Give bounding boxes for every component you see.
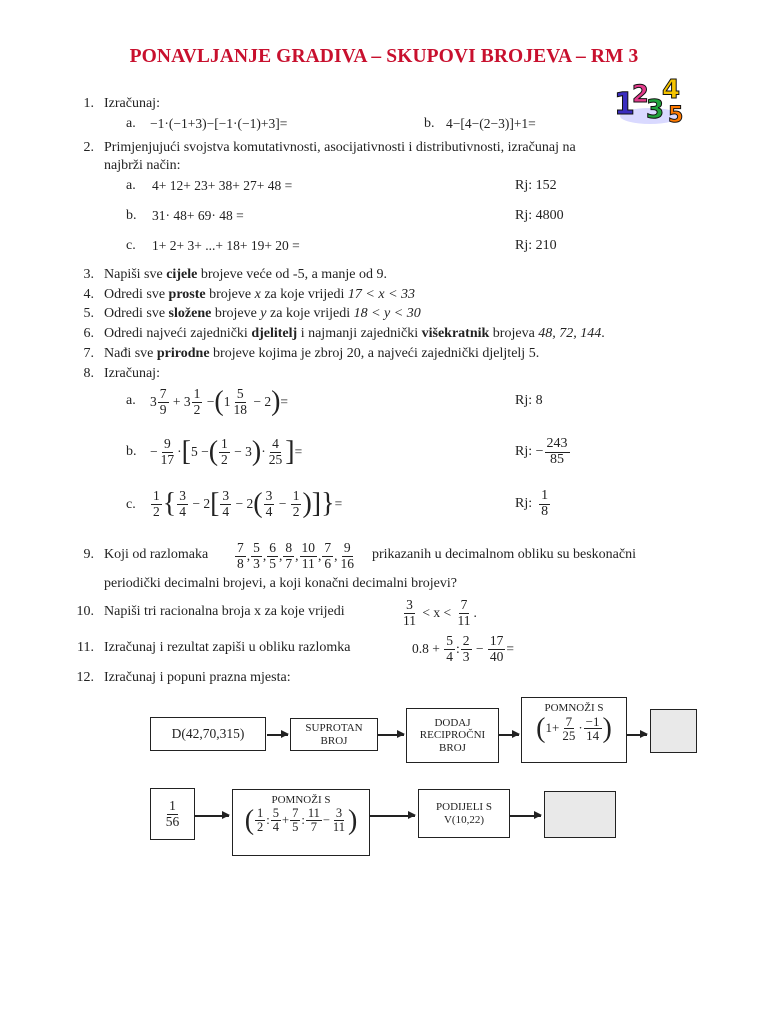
fraction-6: $\frac{7}{6}$ [324,540,332,571]
item-2-text-line2: najbrži način: [104,158,181,173]
item-2c-label: c. [126,238,136,253]
item-11-expression: 0.8 + $\frac{5}{4}$ : $\frac{2}{3}$ − $\frac{17}{40}$ = [412,633,515,664]
item-1b-label: b. [424,116,435,131]
item-9-text-a: Koji od razlomaka [104,547,209,562]
item-8a-label: a. [126,393,136,408]
item-4-number: 4. [83,287,94,302]
item-8a-answer: Rj: 8 [515,393,543,408]
svg-text:3: 3 [646,95,665,125]
svg-text:5: 5 [668,103,684,128]
item-8-text: Izračunaj: [104,366,160,381]
item-8b-expression: − $\frac{9}{17}$ · [ 5 − ( $\frac{1}{2}$ − 3 ) · $\frac{4}{25}$ ] = [150,436,303,467]
item-2a-label: a. [126,178,136,193]
item-12-number: 12. [76,670,94,685]
item-2b-label: b. [126,208,137,223]
fraction-separator: , [318,548,322,563]
flow2-arrow-2 [370,815,415,817]
item-10-number: 10. [76,604,94,619]
item-1-number: 1. [83,96,94,111]
flow1-start-box: D(42,70,315) [150,717,266,751]
item-2b-expression: 31· 48+ 69· 48 = [152,208,244,223]
svg-text:4: 4 [662,75,681,105]
item-3-text: Napiši sve cijele brojeve veće od -5, a manje od 9. [104,267,388,282]
flow2-arrow-3 [510,815,541,817]
item-2-number: 2. [83,140,94,155]
flow1-answer-box[interactable] [650,709,697,753]
fraction-separator: , [279,548,283,563]
fraction-1: $\frac{7}{8}$ [237,540,244,571]
item-2-text-line1: Primjenjujući svojstva komutativnosti, asocijativnosti i distributivnosti, izračunaj na [104,140,576,155]
item-9-text-c: periodički decimalni brojevi, a koji konačni decimalni brojevi? [104,576,457,591]
item-10-text: Napiši tri racionalna broja x za koje vrijedi [104,604,345,619]
item-1b-expression: 4−[4−(2−3)]+1= [446,116,536,131]
fraction-3: $\frac{6}{5}$ [269,540,276,571]
flow2-start-box: $\frac{1}{56}$ [150,788,195,840]
item-8c-answer: Rj: $\frac{1}{8}$ [515,487,549,519]
flow2-multiply-box: POMNOŽI S ( $\frac{1}{2}$ : $\frac{5}{4}$ + $\frac{7}{5}$ : $\frac{11}{7}$ − $\frac{3}{11}$ ) [232,789,370,856]
item-3-number: 3. [83,267,94,282]
page-title: PONAVLJANJE GRADIVA – SKUPOVI BROJEVA – RM 3 [129,46,639,67]
item-10-inequality: $\frac{3}{11}$ < x < $\frac{7}{11}$ . [403,597,477,628]
fraction-separator: , [262,548,267,563]
item-7-text: Nađi sve prirodne brojeve kojima je zbroj 20, a najveći zajednički djeljtelj 5. [104,346,540,361]
item-2a-expression: 4+ 12+ 23+ 38+ 27+ 48 = [152,178,293,193]
fraction-separator: , [246,548,251,563]
item-12-text: Izračunaj i popuni prazna mjesta: [104,670,291,685]
fraction-2: $\frac{5}{3}$ [253,540,260,571]
item-11-number: 11. [77,640,94,655]
item-8a-expression: 3 $\frac{7}{9}$ + 3 $\frac{1}{2}$ − ( 1 $\frac{5}{18}$ − 2 ) = [150,386,289,417]
flow1-opposite-box: SUPROTAN BROJ [290,718,378,751]
item-7-number: 7. [83,346,94,361]
svg-text:1: 1 [614,87,635,122]
item-1a-label: a. [126,116,136,131]
item-6-text: Odredi najveći zajednički djelitelj i najmanji zajednički višekratnik brojeva 48, 72, 144. [104,326,605,341]
item-8b-answer: Rj: − $\frac{243}{85}$ [515,435,568,467]
item-4-text: Odredi sve proste brojeve x za koje vrijedi 17 < x < 33 [104,287,416,302]
fraction-separator: , [334,548,338,563]
flow1-arrow-4 [627,734,647,736]
item-2b-answer: Rj: 4800 [515,208,564,223]
flow1-arrow-2 [378,734,404,736]
item-9-number: 9. [83,547,94,562]
item-8c-expression: $\frac{1}{2}$ { $\frac{3}{4}$ − 2 [ $\frac{3}{4}$ − 2 ( $\frac{3}{4}$ − $\frac{1}{2}$ )]} = [153,488,343,519]
flow1-arrow-1 [267,734,288,736]
flow2-arrow-1 [195,815,229,817]
item-11-text: Izračunaj i rezultat zapiši u obliku razlomka [104,640,351,655]
item-8b-label: b. [126,444,137,459]
item-9-fraction-list [234,536,357,576]
fraction-5: $\frac{10}{11}$ [301,540,315,571]
item-5-text: Odredi sve složene brojeve y za koje vrijedi 18 < y < 30 [104,306,421,321]
item-1-text: Izračunaj: [104,96,160,111]
fraction-7: $\frac{9}{16}$ [340,540,354,571]
fraction-4: $\frac{8}{7}$ [285,540,293,571]
flow2-answer-box[interactable] [544,791,616,838]
item-2c-answer: Rj: 210 [515,238,557,253]
item-8-number: 8. [83,366,94,381]
item-9-text-b: prikazanih u decimalnom obliku su beskonačni [372,547,636,562]
flow1-multiply-box: POMNOŽI S ( 1+ $\frac{7}{25}$ · $\frac{-1}{14}$ ) [521,697,627,763]
fraction-separator: , [295,548,299,563]
flow1-reciprocal-box: DODAJ RECIPROČNI BROJ [406,708,499,763]
item-1a-expression: −1·(−1+3)−[−1·(−1)+3]= [150,116,288,131]
flow2-divide-box: PODIJELI S V(10,22) [418,789,510,838]
item-2a-answer: Rj: 152 [515,178,557,193]
numbers-clipart-icon [610,72,690,132]
item-8c-label: c. [126,497,136,512]
svg-text:2: 2 [632,80,649,108]
flow1-arrow-3 [499,734,519,736]
item-2c-expression: 1+ 2+ 3+ ...+ 18+ 19+ 20 = [152,238,300,253]
item-5-number: 5. [83,306,94,321]
item-6-number: 6. [83,326,94,341]
